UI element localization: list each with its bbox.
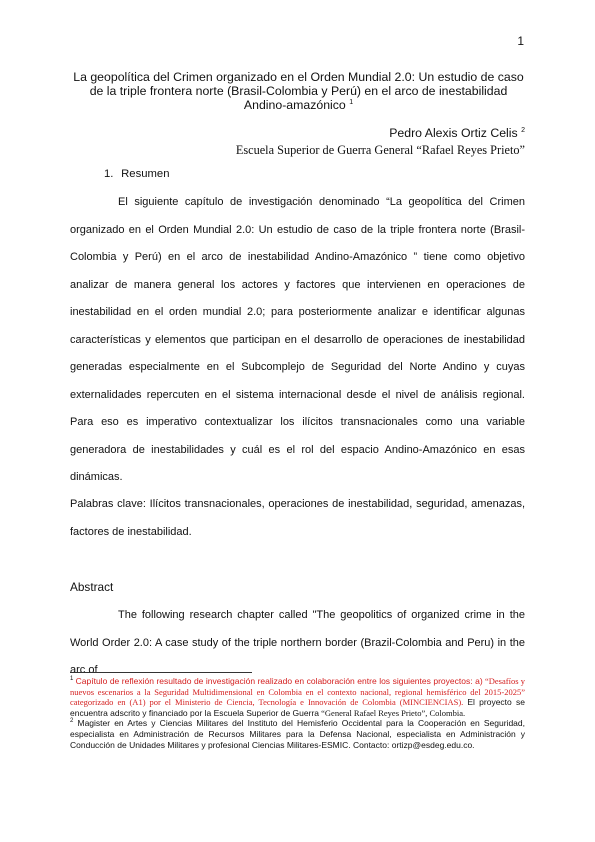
resumen-paragraph: El siguiente capítulo de investigación denominado “La geopolítica del Crimen organizado en el Orden Mundial 2.0: Un estudio de caso de la triple frontera norte (Brasil-Colombia y Perú) en el arco de inestabilidad Andino-Amazónico ” tiene como objetivo analizar de manera general los actores y factores que intervienen en operaciones de inestabilidad en el orden mundial 2.0; para posteriormente analizar e identificar algunas características y elementos que participan en el desarrollo de operaciones de inestabilidad generadas especialmente en el Subcomplejo de Seguridad del Norte Andino y cuyas externalidades repercuten en el sistema internacional desde el nivel de análisis regional. Para eso es imperativo contextualizar los ilícitos transnacionales como una variable generadora de inestabilidades y cuál es el rol del espacio Andino-Amazónico en esas dinámicas. bbox=[70, 196, 525, 483]
footnote-divider bbox=[70, 672, 252, 673]
footnote-1-black-sans: El proyecto se encuentra adscrito y financiado por la Escuela Superior de Guerra bbox=[70, 697, 525, 718]
keywords-text: Palabras clave: Ilícitos transnacionales, operaciones de inestabilidad, seguridad, amenazas, factores de inestabilidad. bbox=[70, 498, 525, 538]
author-line bbox=[236, 125, 525, 142]
footnote-1-mark: 1 bbox=[70, 676, 74, 683]
abstract-paragraph: The following research chapter called "The geopolitics of organized crime in the World Order 2.0: A case study of the triple northern border (Brazil-Colombia and Peru) in the arc of bbox=[70, 609, 525, 676]
footnote-2-text: Magister en Artes y Ciencias Militares del Instituto del Hemisferio Occidental para la Cooperación en Seguridad, especialista en Administración de Recursos Militares para la Defensa Nacional, especialista en Administración y Conducción de Unidades Militares y profesional Ciencias Militares-ESMIC. Contacto: ortizp@esdeg.edu.co. bbox=[70, 718, 525, 750]
author-affiliation: Escuela Superior de Guerra General “Rafael Reyes Prieto” bbox=[235, 143, 525, 157]
page-number: 1 bbox=[517, 34, 524, 48]
footnote-2 bbox=[70, 718, 525, 750]
footnote-1-red-serif: “Desafíos y nuevos escenarios a la Seguridad Multidimensional en Colombia en el contexto nacional, regional hemisférico del 2015-2025” categorizado en (A1) por el Ministerio de Ciencia, Tecnología e Innovación de Colombia (MINCIENCIAS). bbox=[70, 676, 526, 708]
title-footnote-mark[interactable]: 1 bbox=[349, 98, 354, 106]
document-title bbox=[70, 70, 527, 112]
author-name: Pedro Alexis Ortiz Celis bbox=[389, 126, 518, 140]
abstract-heading: Abstract bbox=[70, 580, 114, 594]
footnotes bbox=[70, 676, 525, 750]
section-number: 1. bbox=[104, 168, 114, 180]
keywords-block bbox=[70, 491, 525, 546]
footnote-1 bbox=[70, 676, 525, 718]
resumen-body bbox=[70, 189, 525, 492]
author-footnote-mark[interactable]: 2 bbox=[521, 126, 525, 134]
section-heading-text: Resumen bbox=[121, 168, 170, 180]
title-text: La geopolítica del Crimen organizado en el Orden Mundial 2.0: Un estudio de caso de la triple frontera norte (Brasil-Colombia y Perú) en el arco de inestabilidad Andino-amazónico bbox=[73, 70, 524, 112]
section-heading-resumen bbox=[104, 168, 170, 180]
footnote-1-black-serif: “General Rafael Reyes Prieto”, Colombia. bbox=[321, 707, 466, 718]
author-block bbox=[236, 125, 525, 159]
footnote-1-red-sans: Capítulo de reflexión resultado de investigación realizado en colaboración entre los siguientes proyectos: a) bbox=[75, 676, 483, 686]
footnote-2-mark: 2 bbox=[70, 718, 74, 725]
